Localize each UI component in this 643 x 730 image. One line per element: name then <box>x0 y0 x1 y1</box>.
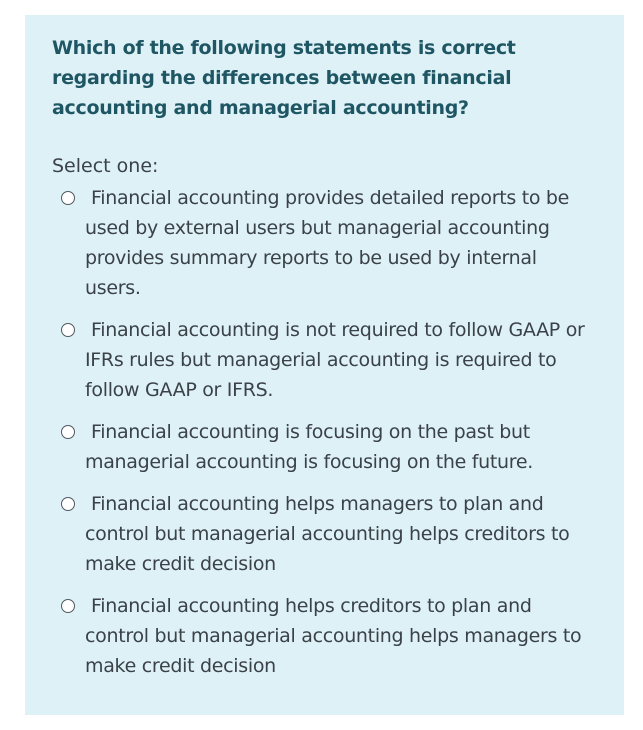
question-card <box>25 15 624 715</box>
answer-option-label: Financial accounting is focusing on the past but managerial accounting is focusing on the future. <box>85 421 533 473</box>
radio-button-icon[interactable] <box>61 323 75 337</box>
radio-button-icon[interactable] <box>61 599 75 613</box>
answer-option-a[interactable] <box>52 183 597 303</box>
answer-option-label: Financial accounting is not required to follow GAAP or IFRs rules but managerial accounting is required to follow GAAP or IFRS. <box>85 319 585 401</box>
radio-button-icon[interactable] <box>61 497 75 511</box>
radio-button-icon[interactable] <box>61 425 75 439</box>
answer-option-c[interactable] <box>52 417 597 477</box>
answer-option-b[interactable] <box>52 315 597 405</box>
radio-button-icon[interactable] <box>61 191 75 205</box>
answer-option-e[interactable] <box>52 591 597 681</box>
select-one-prompt: Select one: <box>52 155 159 177</box>
answer-options <box>52 183 597 681</box>
answer-option-label: Financial accounting helps managers to plan and control but managerial accounting helps creditors to make credit decision <box>85 493 570 575</box>
answer-option-label: Financial accounting helps creditors to plan and control but managerial accounting helps managers to make credit decision <box>85 595 582 677</box>
question-text: Which of the following statements is correct regarding the differences between financial accounting and managerial accounting? <box>52 37 516 119</box>
answer-option-label: Financial accounting provides detailed reports to be used by external users but managerial accounting provides summary reports to be used by internal users. <box>85 187 570 299</box>
answer-option-d[interactable] <box>52 489 597 579</box>
